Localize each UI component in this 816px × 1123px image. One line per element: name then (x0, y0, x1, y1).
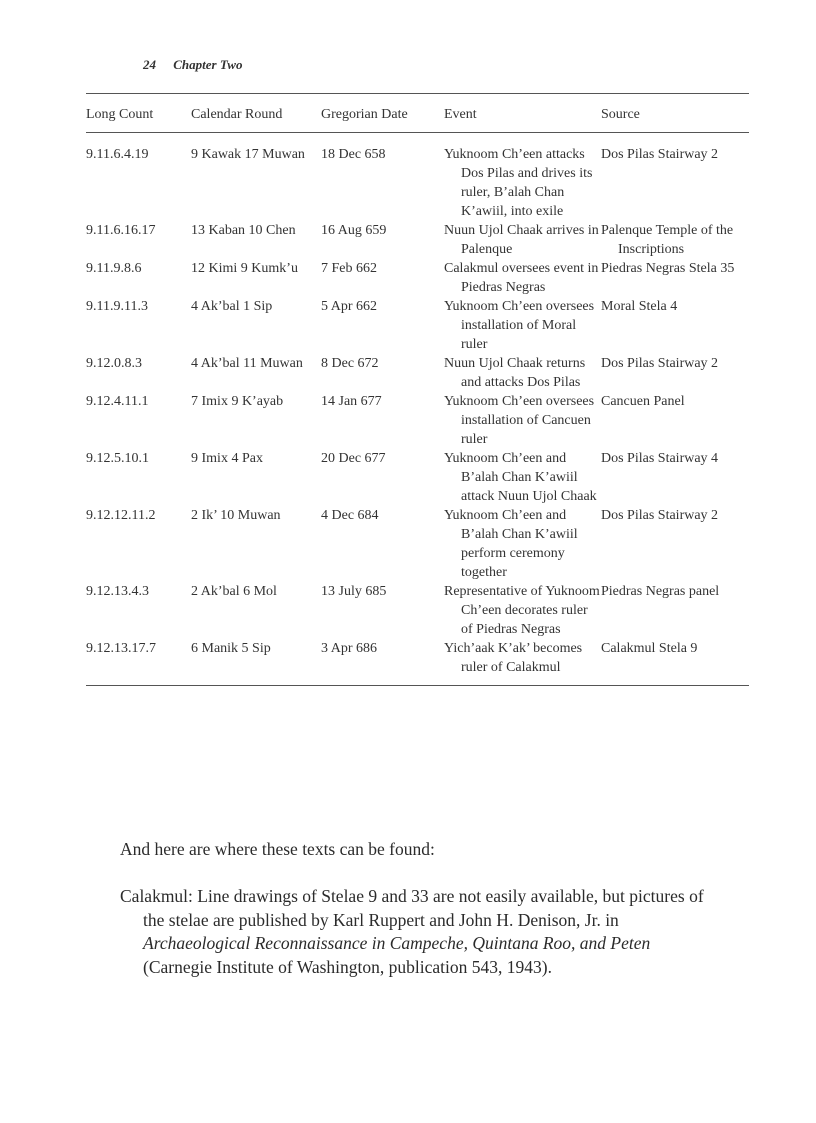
table-row (86, 221, 749, 259)
cell-source (601, 506, 749, 582)
cell-long-count-text: 9.12.0.8.3 (86, 356, 142, 371)
cell-event (444, 297, 601, 354)
cell-event-text: Representative of Yuknoom Ch’een decorates ruler of Piedras Negras (444, 584, 600, 637)
cell-calendar-round-text: 9 Kawak 17 Muwan (191, 147, 305, 162)
cell-event-text: Yuknoom Ch’een and B’alah Chan K’awiil attack Nuun Ujol Chaak (444, 451, 597, 504)
cell-gregorian-date (321, 392, 444, 449)
book-title: Archaeological Reconnaissance in Campeche, Quintana Roo, and Peten (143, 933, 651, 953)
cell-source-text: Palenque Temple of the Inscriptions (601, 223, 734, 257)
cell-event-text: Calakmul oversees event in Piedras Negras (444, 261, 599, 295)
table-row (86, 506, 749, 582)
cell-calendar-round-text: 6 Manik 5 Sip (191, 641, 271, 656)
cell-event-text: Yuknoom Ch’een oversees installation of Moral ruler (444, 299, 595, 352)
intro-paragraph: And here are where these texts can be found: (120, 839, 435, 859)
cell-event-text: Nuun Ujol Chaak returns and attacks Dos Pilas (444, 356, 586, 390)
cell-source (601, 133, 749, 221)
header-event: Event (444, 107, 477, 122)
cell-gregorian-date-text: 5 Apr 662 (321, 299, 377, 314)
cell-long-count-text: 9.11.9.8.6 (86, 261, 142, 276)
cell-calendar-round-text: 13 Kaban 10 Chen (191, 223, 296, 238)
cell-source-text: Cancuen Panel (601, 394, 685, 409)
cell-source-text: Piedras Negras Stela 35 (601, 261, 735, 276)
page-number: 24 (143, 57, 156, 72)
running-head (143, 57, 242, 73)
cell-event-text: Yuknoom Ch’een oversees installation of Cancuen ruler (444, 394, 595, 447)
cell-event (444, 259, 601, 297)
cell-long-count (86, 259, 191, 297)
cell-source (601, 639, 749, 685)
cell-gregorian-date (321, 133, 444, 221)
cell-gregorian-date-text: 14 Jan 677 (321, 394, 382, 409)
header-calendar-round: Calendar Round (191, 107, 283, 122)
cell-event-text: Yich’aak K’ak’ becomes ruler of Calakmul (444, 641, 583, 675)
cell-calendar-round (191, 259, 321, 297)
cell-gregorian-date (321, 506, 444, 582)
cell-long-count-text: 9.11.6.16.17 (86, 223, 156, 238)
cell-long-count (86, 221, 191, 259)
cell-event (444, 449, 601, 506)
cell-gregorian-date (321, 582, 444, 639)
table-row (86, 259, 749, 297)
cell-source-text: Moral Stela 4 (601, 299, 678, 314)
cell-event-text: Nuun Ujol Chaak arrives in Palenque (444, 223, 599, 257)
cell-gregorian-date (321, 221, 444, 259)
entry-tail: (Carnegie Institute of Washington, publication 543, 1943). (143, 956, 552, 977)
cell-calendar-round (191, 582, 321, 639)
cell-long-count (86, 392, 191, 449)
cell-calendar-round-text: 9 Imix 4 Pax (191, 451, 263, 466)
cell-long-count-text: 9.12.13.17.7 (86, 641, 156, 656)
cell-gregorian-date (321, 297, 444, 354)
table-row (86, 639, 749, 685)
cell-calendar-round (191, 506, 321, 582)
cell-long-count (86, 506, 191, 582)
cell-gregorian-date-text: 16 Aug 659 (321, 223, 387, 238)
cell-event (444, 392, 601, 449)
cell-gregorian-date-text: 18 Dec 658 (321, 147, 386, 162)
cell-gregorian-date-text: 8 Dec 672 (321, 356, 379, 371)
chronology-table (86, 94, 749, 685)
cell-long-count (86, 354, 191, 392)
cell-source (601, 221, 749, 259)
table-body (86, 133, 749, 685)
cell-calendar-round (191, 639, 321, 685)
cell-event (444, 354, 601, 392)
cell-event (444, 221, 601, 259)
cell-source (601, 582, 749, 639)
cell-source (601, 392, 749, 449)
table-row (86, 582, 749, 639)
cell-long-count (86, 297, 191, 354)
cell-event (444, 639, 601, 685)
cell-gregorian-date-text: 20 Dec 677 (321, 451, 386, 466)
cell-gregorian-date (321, 449, 444, 506)
cell-source (601, 297, 749, 354)
cell-long-count-text: 9.12.13.4.3 (86, 584, 149, 599)
cell-calendar-round-text: 2 Ak’bal 6 Mol (191, 584, 277, 599)
cell-calendar-round (191, 133, 321, 221)
chapter-title: Chapter Two (173, 57, 243, 72)
cell-long-count (86, 449, 191, 506)
cell-calendar-round (191, 354, 321, 392)
calakmul-entry (120, 885, 723, 979)
header-source: Source (601, 107, 640, 122)
cell-source-text: Dos Pilas Stairway 2 (601, 508, 719, 523)
cell-calendar-round-text: 4 Ak’bal 1 Sip (191, 299, 273, 314)
cell-source-text: Calakmul Stela 9 (601, 641, 698, 656)
cell-long-count (86, 133, 191, 221)
cell-source-text: Dos Pilas Stairway 4 (601, 451, 719, 466)
cell-calendar-round-text: 12 Kimi 9 Kumk’u (191, 261, 298, 276)
header-gregorian-date: Gregorian Date (321, 107, 408, 122)
cell-gregorian-date-text: 13 July 685 (321, 584, 387, 599)
cell-event (444, 506, 601, 582)
cell-source-text: Dos Pilas Stairway 2 (601, 356, 719, 371)
cell-source (601, 449, 749, 506)
cell-calendar-round-text: 2 Ik’ 10 Muwan (191, 508, 281, 523)
cell-event-text: Yuknoom Ch’een attacks Dos Pilas and drives its ruler, B’alah Chan K’awiil, into exile (444, 147, 593, 219)
cell-source-text: Dos Pilas Stairway 2 (601, 147, 719, 162)
cell-long-count-text: 9.11.9.11.3 (86, 299, 148, 314)
cell-calendar-round (191, 392, 321, 449)
cell-long-count-text: 9.12.4.11.1 (86, 394, 149, 409)
table-row (86, 297, 749, 354)
cell-long-count (86, 582, 191, 639)
cell-long-count-text: 9.12.5.10.1 (86, 451, 149, 466)
header-long-count: Long Count (86, 107, 154, 122)
cell-gregorian-date-text: 7 Feb 662 (321, 261, 377, 276)
cell-source (601, 259, 749, 297)
cell-long-count (86, 639, 191, 685)
entry-lead: Calakmul: Line drawings of Stelae 9 and 33 are not easily available, but pictures of the stelae are published by Karl Ruppert and John H. Denison, Jr. in (120, 886, 704, 930)
cell-source (601, 354, 749, 392)
cell-event (444, 582, 601, 639)
table-row (86, 449, 749, 506)
cell-gregorian-date (321, 259, 444, 297)
cell-long-count-text: 9.11.6.4.19 (86, 147, 149, 162)
table-header (86, 94, 749, 133)
table-row (86, 133, 749, 221)
cell-calendar-round (191, 297, 321, 354)
cell-event-text: Yuknoom Ch’een and B’alah Chan K’awiil perform ceremony together (444, 508, 578, 580)
cell-gregorian-date-text: 4 Dec 684 (321, 508, 379, 523)
cell-calendar-round (191, 449, 321, 506)
cell-source-text: Piedras Negras panel (601, 584, 720, 599)
cell-long-count-text: 9.12.12.11.2 (86, 508, 156, 523)
cell-calendar-round-text: 7 Imix 9 K’ayab (191, 394, 284, 409)
table-row (86, 354, 749, 392)
cell-calendar-round (191, 221, 321, 259)
cell-gregorian-date-text: 3 Apr 686 (321, 641, 377, 656)
cell-event (444, 133, 601, 221)
cell-calendar-round-text: 4 Ak’bal 11 Muwan (191, 356, 303, 371)
table-row (86, 392, 749, 449)
table-bottom-rule (86, 685, 749, 686)
cell-gregorian-date (321, 354, 444, 392)
cell-gregorian-date (321, 639, 444, 685)
chronology-table-container (86, 93, 749, 686)
